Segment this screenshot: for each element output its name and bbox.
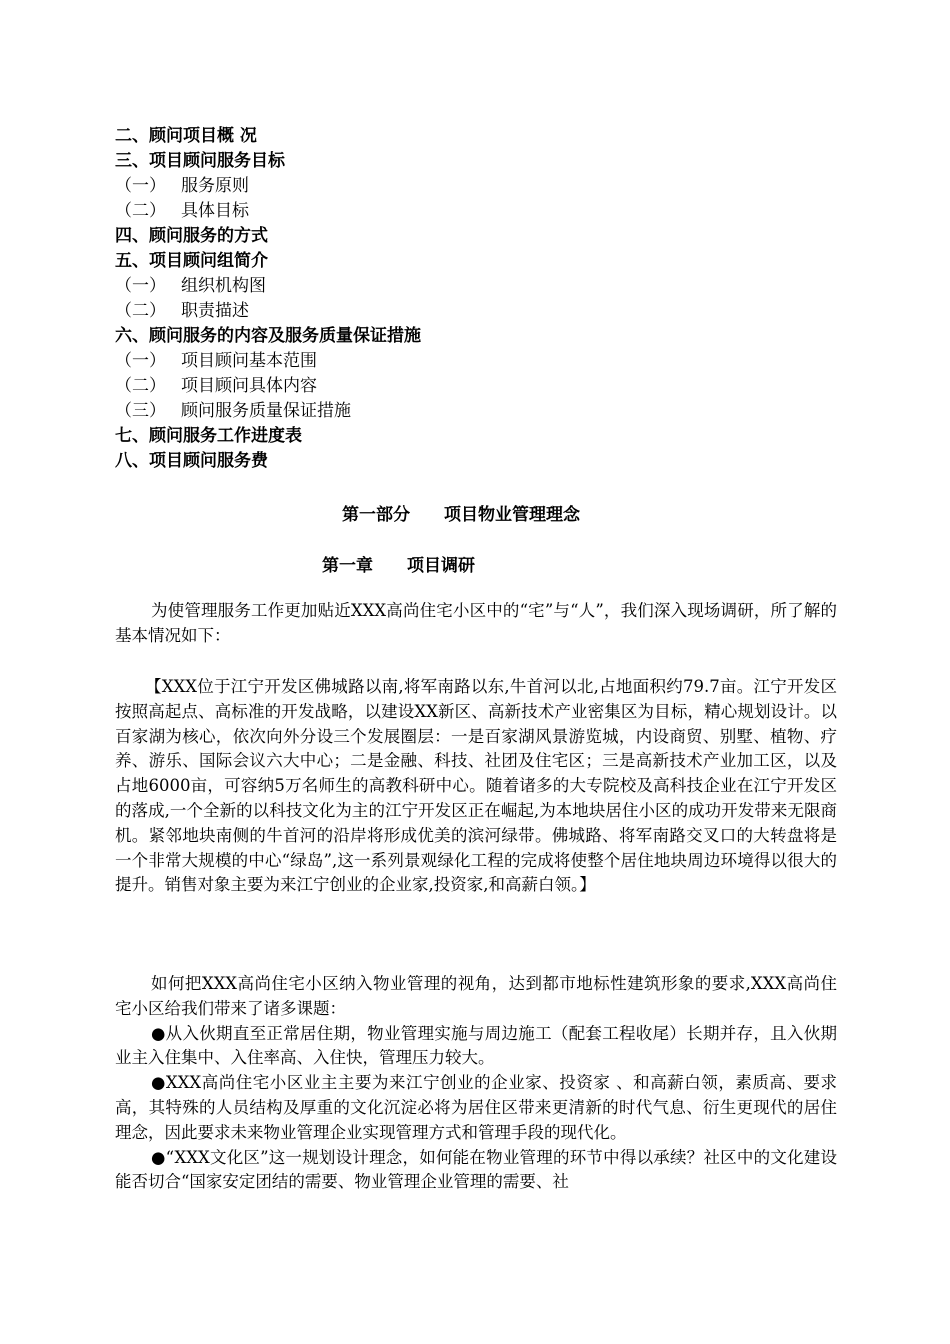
toc-subitem [115, 399, 421, 424]
toc-subitem [115, 274, 421, 299]
location-paragraph-block [115, 675, 837, 898]
toc-subitem-number: （一） [115, 351, 166, 371]
bullet-paragraph: ●XXX高尚住宅小区业主主要为来江宁创业的企业家、投资家 、和高薪白领，素质高、要求高，其特殊的人员结构及厚重的文化沉淀必将为居住区带来更清新的时代气息、衍生更现代的居住理念，因此要求未来物业管理企业实现管理方式和管理手段的现代化。 [115, 1073, 837, 1142]
toc-item: 六、顾问服务的内容及服务质量保证措施 [115, 326, 421, 346]
toc-subitem [115, 174, 421, 199]
toc-item: 四、顾问服务的方式 [115, 226, 268, 246]
toc-subitem-label: 具体目标 [181, 201, 249, 221]
toc-subitem-label: 顾问服务质量保证措施 [181, 401, 351, 421]
issues-block [115, 972, 837, 1195]
toc-subitem [115, 374, 421, 399]
toc-subitem-label: 服务原则 [181, 176, 249, 196]
toc-item: 七、顾问服务工作进度表 [115, 426, 302, 446]
toc-subitem-number: （三） [115, 401, 166, 421]
toc-item: 八、项目顾问服务费 [115, 451, 268, 471]
bullet-paragraph: ●从入伙期直至正常居住期，物业管理实施与周边施工（配套工程收尾）长期并存，且入伙期业主入住集中、入住率高、入住快，管理压力较大。 [115, 1023, 837, 1068]
intro-paragraph-block [115, 599, 837, 649]
toc-subitem-number: （二） [115, 301, 166, 321]
part-heading: 第一部分 项目物业管理理念 [342, 505, 580, 525]
chapter-heading: 第一章 项目调研 [322, 556, 475, 576]
toc-subitem [115, 199, 421, 224]
toc-subitem-label: 项目顾问具体内容 [181, 376, 317, 396]
toc-item: 二、顾问项目概 况 [115, 126, 257, 146]
location-paragraph: 【XXX位于江宁开发区佛城路以南,将军南路以东,牛首河以北,占地面积约79.7亩。江宁开发区按照高起点、高标准的开发战略，以建设XX新区、高新技术产业密集区为目标，精心规划设计。以百家湖为核心，依次向外分设三个发展圈层：一是百家湖风景游览城，内设商贸、别墅、植物、疗养、游乐、国际会议六大中心；二是金融、科技、社团及住宅区；三是高新技术产业加工区，以及占地6000亩，可容纳5万名师生的高教科研中心。随着诸多的大专院校及高科技企业在江宁开发区的落成,一个全新的以科技文化为主的江宁开发区正在崛起,为本地块居住小区的成功开发带来无限商机。紧邻地块南侧的牛首河的沿岸将形成优美的滨河绿带。佛城路、将军南路交叉口的大转盘将是一个非常大规模的中心“绿岛”,这一系列景观绿化工程的完成将使整个居住地块周边环境得以很大的提升。销售对象主要为来江宁创业的企业家,投资家,和高薪白领。】 [115, 677, 837, 895]
toc-subitem [115, 299, 421, 324]
table-of-contents [115, 124, 421, 474]
toc-subitem [115, 349, 421, 374]
toc-subitem-number: （二） [115, 201, 166, 221]
intro-paragraph: 为使管理服务工作更加贴近XXX高尚住宅小区中的“宅”与“人”，我们深入现场调研，所了解的基本情况如下： [115, 601, 837, 645]
toc-subitem-label: 项目顾问基本范围 [181, 351, 317, 371]
question-paragraph: 如何把XXX高尚住宅小区纳入物业管理的视角，达到都市地标性建筑形象的要求,XXX高尚住宅小区给我们带来了诸多课题： [115, 974, 837, 1018]
bullet-paragraph: ●“XXX文化区”这一规划设计理念，如何能在物业管理的环节中得以承续？社区中的文化建设能否切合“国家安定团结的需要、物业管理企业管理的需要、社 [115, 1147, 837, 1192]
toc-subitem-label: 职责描述 [181, 301, 249, 321]
toc-subitem-number: （一） [115, 176, 166, 196]
toc-item: 五、项目顾问组简介 [115, 251, 268, 271]
toc-subitem-number: （二） [115, 376, 166, 396]
toc-subitem-label: 组织机构图 [181, 276, 266, 296]
toc-item: 三、项目顾问服务目标 [115, 151, 285, 171]
toc-subitem-number: （一） [115, 276, 166, 296]
